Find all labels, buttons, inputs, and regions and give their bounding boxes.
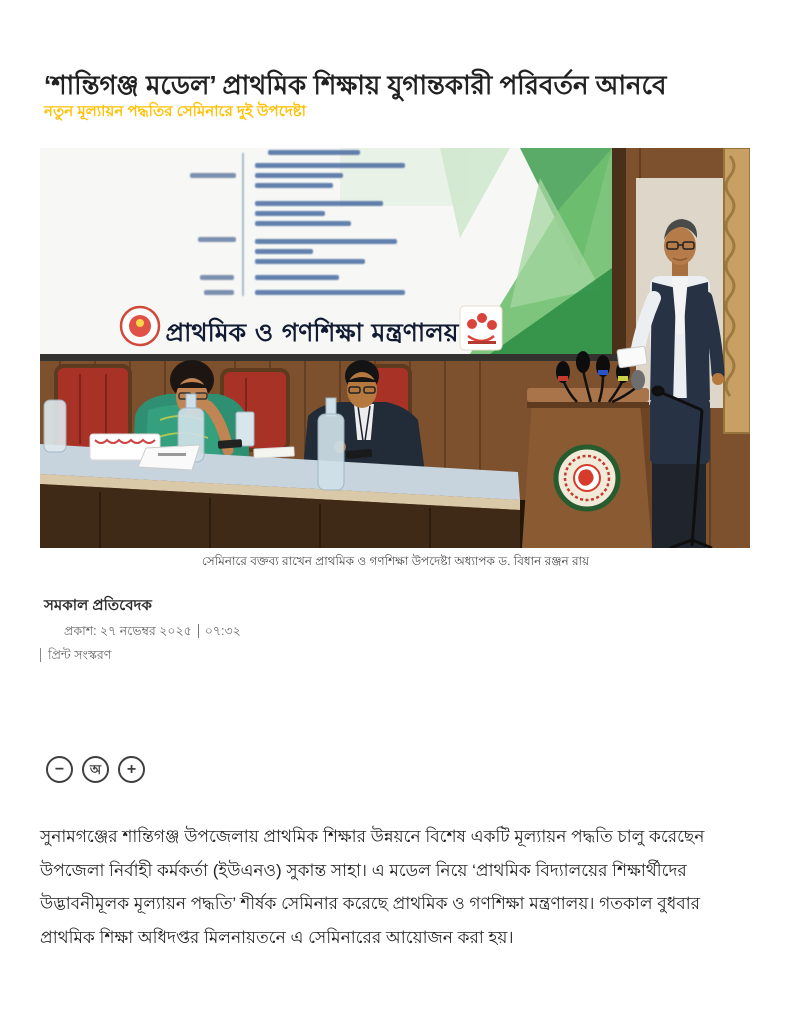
photo-caption: সেমিনারে বক্তব্য রাখেন প্রাথমিক ও গণশিক্ষা উপদেষ্টা অধ্যাপক ড. বিধান রঞ্জন রায় [201, 554, 590, 568]
article-kicker: নতুন মূল্যায়ন পদ্ধতির সেমিনারে দুই উপদেষ্টা [44, 103, 306, 120]
minus-icon: − [54, 760, 65, 778]
publish-timestamp [64, 623, 241, 643]
ministry-banner-text: প্রাথমিক ও গণশিক্ষা মন্ত্রণালয় [165, 318, 459, 347]
projection-screen [40, 148, 626, 361]
seminar-photo-illustration [40, 148, 750, 548]
pipe-divider [40, 648, 41, 662]
plus-icon: + [126, 760, 137, 778]
print-edition-label: প্রিন্ট সংস্করণ [40, 647, 111, 667]
bengali-letter-icon: অ [89, 762, 102, 777]
article-photo [40, 148, 750, 548]
government-seal-icon [121, 307, 159, 345]
font-letter-button[interactable] [82, 756, 109, 783]
reporter-byline: সমকাল প্রতিবেদক [44, 597, 152, 614]
decrease-font-button[interactable] [46, 756, 73, 783]
font-size-controls [46, 756, 145, 783]
ornate-frame [724, 148, 750, 433]
podium [522, 388, 664, 548]
article-body: সুনামগঞ্জের শান্তিগঞ্জ উপজেলায় প্রাথমিক শিক্ষার উন্নয়নে বিশেষ একটি মূল্যায়ন পদ্ধতি চালু করেছেন উপজেলা নির্বাহী কর্মকর্তা (ইউএনও) সুকান্ত সাহা। এ মডেল নিয়ে ‘প্রাথমিক বিদ্যালয়ের শিক্ষার্থীদের উদ্ভাবনীমূলক মূল্যায়ন পদ্ধতি’ শীর্ষক সেমিনার করেছে প্রাথমিক ও গণশিক্ষা মন্ত্রণালয়। গতকাল বুধবার প্রাথমিক শিক্ষা অধিদপ্তর মিলনায়তনে এ সেমিনারের আয়োজন করা হয়। [40, 827, 705, 947]
children-logo-icon [460, 306, 502, 350]
publish-time: ০৭:৩২ [204, 624, 241, 638]
publish-date: প্রকাশ: ২৭ নভেম্বর ২০২৫ [64, 624, 192, 638]
article-headline: ‘শান্তিগঞ্জ মডেল’ প্রাথমিক শিক্ষায় যুগান্তকারী পরিবর্তন আনবে [44, 70, 667, 101]
pipe-divider [198, 624, 199, 638]
podium-emblem-icon [556, 447, 618, 509]
increase-font-button[interactable] [118, 756, 145, 783]
